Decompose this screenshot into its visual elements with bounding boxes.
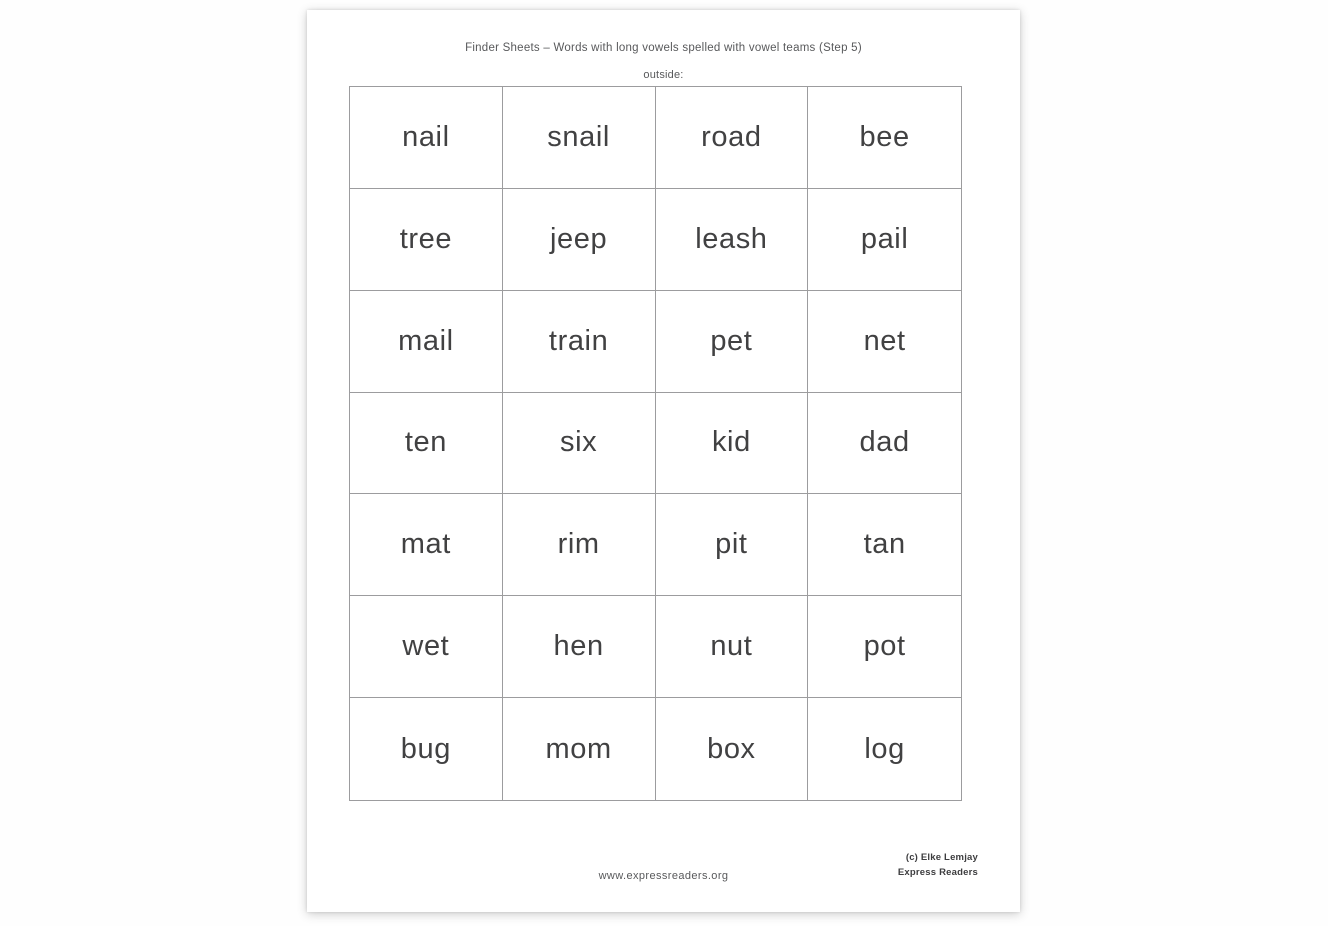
word-cell: dad	[808, 393, 961, 495]
word-cell: mail	[350, 291, 503, 393]
word-cell: train	[503, 291, 656, 393]
word-cell: ten	[350, 393, 503, 495]
word-cell: pit	[656, 494, 809, 596]
word-cell: nut	[656, 596, 809, 698]
word-cell: pet	[656, 291, 809, 393]
copyright-author: (c) Elke Lemjay	[905, 852, 978, 863]
grid-label: outside:	[643, 69, 684, 81]
copyright-block	[898, 850, 978, 880]
word-cell: mom	[503, 698, 656, 800]
word-cell: bug	[350, 698, 503, 800]
word-cell: jeep	[503, 189, 656, 291]
word-cell: mat	[350, 494, 503, 596]
copyright-publisher: Express Readers	[897, 867, 978, 878]
word-cell: hen	[503, 596, 656, 698]
word-cell: rim	[503, 494, 656, 596]
word-cell: pot	[808, 596, 961, 698]
word-cell: six	[503, 393, 656, 495]
word-cell: pail	[808, 189, 961, 291]
word-grid	[349, 86, 962, 801]
word-cell: tree	[350, 189, 503, 291]
word-cell: wet	[350, 596, 503, 698]
word-cell: tan	[808, 494, 961, 596]
worksheet-page	[307, 10, 1020, 912]
word-cell: log	[864, 732, 905, 765]
word-cell: road	[656, 87, 809, 189]
word-cell: box	[656, 698, 809, 800]
word-cell: kid	[656, 393, 809, 495]
word-cell: net	[808, 291, 961, 393]
footer-website-url: www.expressreaders.org	[598, 870, 729, 882]
word-cell: snail	[503, 87, 656, 189]
word-cell: leash	[656, 189, 809, 291]
word-cell: bee	[808, 87, 961, 189]
worksheet-title: Finder Sheets – Words with long vowels spelled with vowel teams (Step 5)	[465, 42, 862, 54]
word-cell: nail	[350, 87, 503, 189]
